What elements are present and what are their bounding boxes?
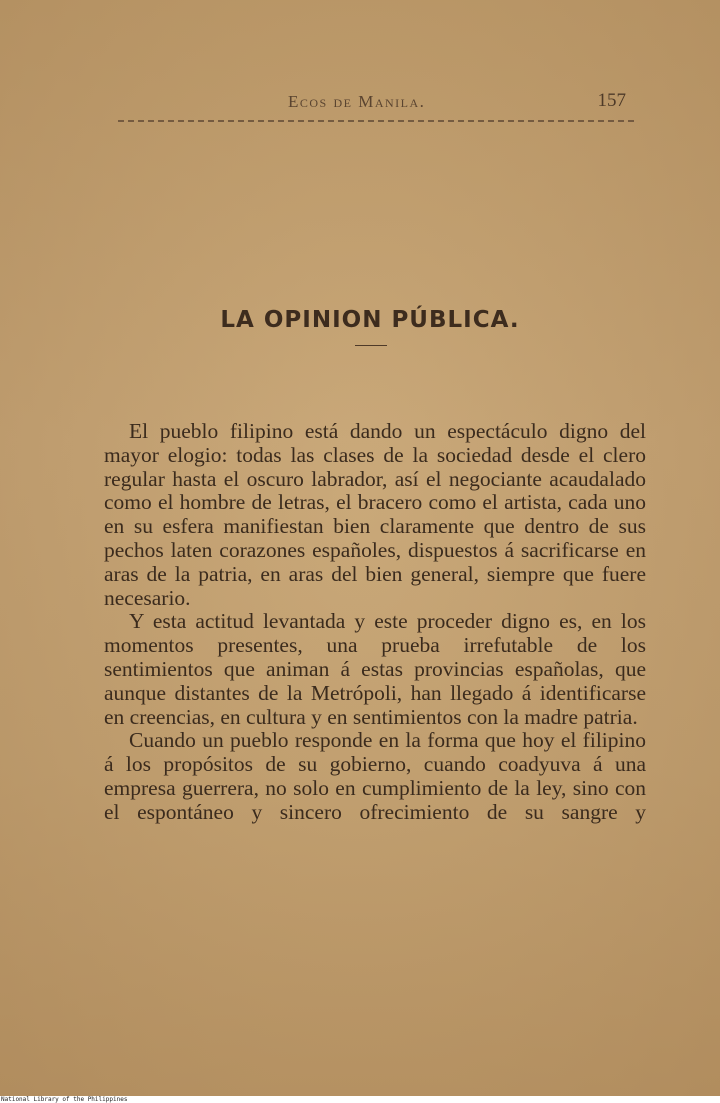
article-body — [104, 420, 646, 825]
paragraph: Y esta actitud levantada y este proceder digno es, en los momentos presentes, una prueba irrefutable de los sentimientos que animan á estas provincias españolas, que aunque distantes de la Metrópoli, han llegado á identificarse en creencias, en cultura y en sentimientos con la madre patria. — [104, 609, 646, 729]
paragraph: Cuando un pueblo responde en la forma que hoy el filipino á los propósitos de su gobierno, cuando coadyuva á una empresa guerrera, no solo en cumplimiento de la ley, sino con el espontáneo y sincero ofrecimiento de su sangre y — [104, 728, 646, 824]
header-rule — [118, 120, 634, 122]
title-rule — [355, 345, 387, 346]
paragraph: El pueblo filipino está dando un espectáculo digno del mayor elogio: todas las clases de la sociedad desde el clero regular hasta el oscuro labrador, así el negociante acaudalado como el hombre de letras, el bracero como el artista, cada uno en su esfera manifiestan bien claramente que dentro de sus pechos laten corazones españoles, dispuestos á sacrificarse en aras de la patria, en aras del bien general, siempre que fuere necesario. — [104, 419, 646, 610]
running-title: Ecos de Manila. — [288, 92, 426, 111]
library-credit: National Library of the Philippines — [0, 1096, 720, 1103]
page-number: 157 — [597, 90, 626, 111]
page-header — [110, 90, 632, 120]
article-title: LA OPINION PÚBLICA. — [220, 307, 520, 333]
